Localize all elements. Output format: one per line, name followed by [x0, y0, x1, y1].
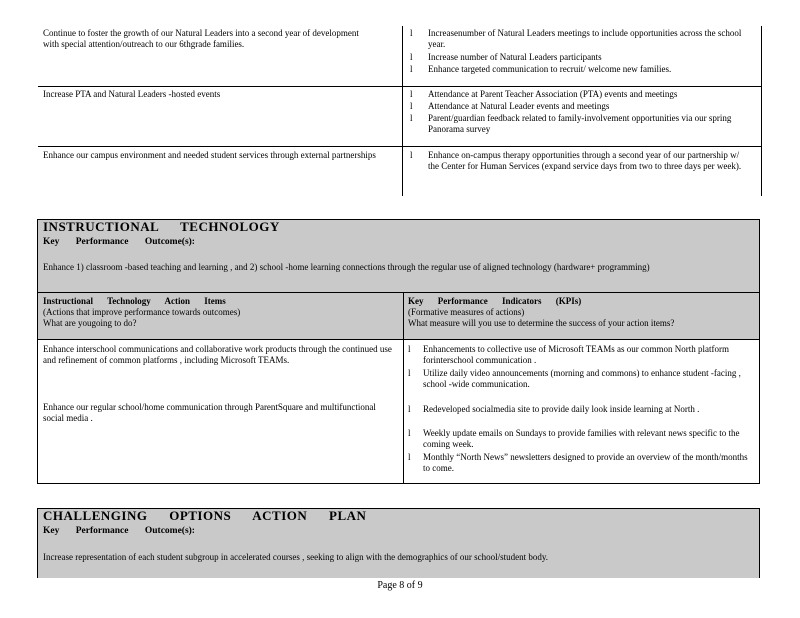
section-title: INSTRUCTIONAL TECHNOLOGY — [43, 219, 280, 234]
outcome-text: Increase representation of each student subgroup in accelerated courses , seeking to align with the demographics of our school/student body. — [43, 552, 549, 562]
strategy-cell: Enhance our campus environment and needed student services through external partnerships — [43, 150, 376, 160]
strategy-cell: Increase PTA and Natural Leaders -hosted events — [43, 89, 221, 99]
kpi-list: l Enhance on-campus therapy opportunities through a second year of our partnership w/ the Center for Human Services (expand service days from two to three days per week). — [410, 150, 742, 171]
section-title: CHALLENGING OPTIONS ACTION PLAN — [43, 508, 367, 523]
key-performance-outcome-label: Key Performance Outcome(s): — [43, 237, 195, 247]
key-performance-outcome-label: Key Performance Outcome(s): — [43, 526, 195, 536]
kpi-list: l Attendance at Parent Teacher Association (PTA) events and meetings l Attendance at Natural Leader events and meetings l Parent/guardian feedback related to family-involvement opportunities via our spring Panorama survey — [410, 89, 732, 134]
kpi-list: l Increasenumber of Natural Leaders meetings to include opportunities across the school year. l Increase number of Natural Leaders participants l Enhance targeted communication to recruit/ welcome new families. — [410, 28, 742, 74]
action-items-header: Instructional Technology Action Items (Actions that improve performance towards outcomes) What are yougoing to do? — [43, 296, 241, 328]
challenging-options-section — [37, 508, 760, 578]
kpi-header: Key Performance Indicators (KPIs) (Formative measures of actions) What measure will you use to determine the success of your action items? — [408, 296, 675, 328]
outcome-text: Enhance 1) classroom -based teaching and learning , and 2) school -home learning connections through the regular use of aligned technology (hardware+ programming) — [43, 262, 650, 272]
action-item: Enhance interschool communications and collaborative work products through the continued use and refinement of common platforms , including Microsoft TEAMs. — [43, 344, 392, 365]
kpi-list: l Enhancements to collective use of Microsoft TEAMs as our common North platform forinterschool communication . l Utilize daily video announcements (morning and commons) to enhance student -facing , school -wide communication. — [408, 344, 741, 389]
strategy-cell: Continue to foster the growth of our Natural Leaders into a second year of development with special attention/outreach to our 6thgrade families. — [43, 28, 359, 49]
instructional-technology-section — [37, 219, 760, 484]
action-item: Enhance our regular school/home communication through ParentSquare and multifunctional social media . — [43, 402, 376, 423]
top-table — [38, 26, 762, 196]
kpi-list: l Redeveloped socialmedia site to provide daily look inside learning at North . l Weekly update emails on Sundays to provide families with relevant news specific to the coming week. l Monthly “North News” newsletters designed to provide an overview of the month/months to come. — [408, 404, 748, 473]
page-number: Page 8 of 9 — [377, 580, 423, 591]
